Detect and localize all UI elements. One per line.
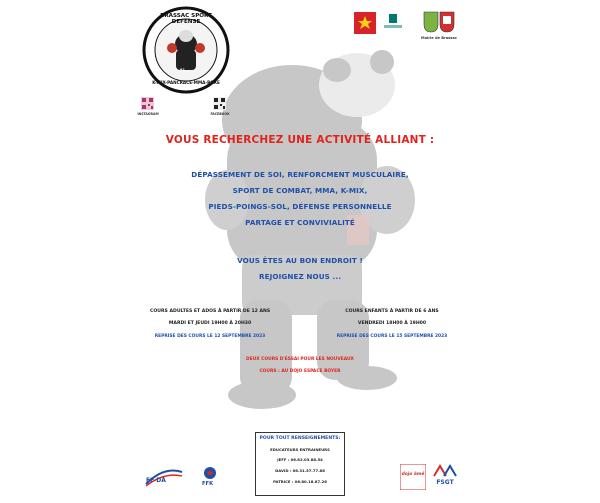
occitanie-logo — [354, 12, 376, 34]
fsgt-label: FSGT — [436, 479, 454, 486]
headline: VOUS RECHERCHEZ UNE ACTIVITÉ ALLIANT : — [165, 134, 435, 146]
mairie-brassac-logo — [422, 10, 456, 34]
contact-jeff: JEFF : 06.82.03.88.54 — [277, 457, 323, 462]
facebook-caption: FACEBOOK — [210, 112, 230, 116]
activity-line-4: PARTAGE ET CONVIVIALITÉ — [245, 218, 355, 227]
kids-schedule: VENDREDI 18H00 À 19H00 — [357, 321, 427, 326]
activity-line-2: SPORT DE COMBAT, MMA, K-MIX, — [232, 186, 368, 195]
club-logo-badge: 81 — [180, 68, 186, 72]
contact-title: POUR TOUT RENSEIGNEMENTS: — [259, 436, 341, 441]
kids-resume: REPRISE DES COURS LE 15 SEPTEMBRE 2023 — [336, 334, 448, 339]
activity-line-3: PIEDS-POINGS-SOL, DÉFENSE PERSONNELLE — [208, 202, 392, 211]
instagram-caption: INSTAGRAM — [137, 112, 159, 116]
mairie-brassac-caption: Mairie de Brassac — [421, 36, 457, 40]
adults-age: COURS ADULTES ET ADOS À PARTIR DE 12 ANS — [150, 309, 271, 314]
callout-line-1: VOUS ÊTES AU BON ENDROIT ! — [237, 256, 363, 265]
trial-line-1: DEUX COURS D'ESSAI POUR LES NOUVEAUX — [246, 357, 354, 362]
ffda-label: FF DA — [146, 477, 166, 484]
dojo-logo — [400, 464, 426, 490]
dojo-label: dojo âmé — [401, 472, 425, 477]
activity-line-1: DÉPASSEMENT DE SOI, RENFORCMENT MUSCULAIRE, — [191, 170, 409, 179]
kids-age: COURS ENFANTS À PARTIR DE 6 ANS — [345, 309, 439, 314]
contact-david: DAVID : 06.31.57.77.88 — [275, 468, 325, 473]
ffk-logo-icon — [204, 467, 216, 479]
poster — [132, 0, 468, 503]
adults-resume: REPRISE DES COURS LE 12 SEPTEMBRE 2023 — [154, 334, 266, 339]
contact-patrice: PATRICE : 06.80.18.87.26 — [273, 479, 327, 484]
club-logo-bottom-text: K-MIX-PANCRACE-MMA-BOXE — [152, 80, 220, 85]
callout-line-2: REJOIGNEZ NOUS ... — [258, 272, 342, 281]
contact-subtitle: EDUCATEURS ENTRAINEURS — [270, 447, 330, 452]
facebook-qr-icon[interactable] — [213, 97, 226, 110]
contact-box — [255, 432, 345, 496]
trial-line-2: COURS : AU DOJO ESPACE BOYER — [259, 369, 341, 374]
credit-agricole-logo — [382, 14, 404, 32]
instagram-qr-icon[interactable] — [141, 97, 154, 110]
adults-schedule: MARDI ET JEUDI 19H00 À 20H30 — [168, 321, 252, 326]
fsgt-logo-icon — [432, 464, 458, 478]
ffk-label: FFK — [202, 481, 214, 487]
club-logo-top-text: BRASSAC SPORT DEFENSE — [160, 13, 212, 25]
